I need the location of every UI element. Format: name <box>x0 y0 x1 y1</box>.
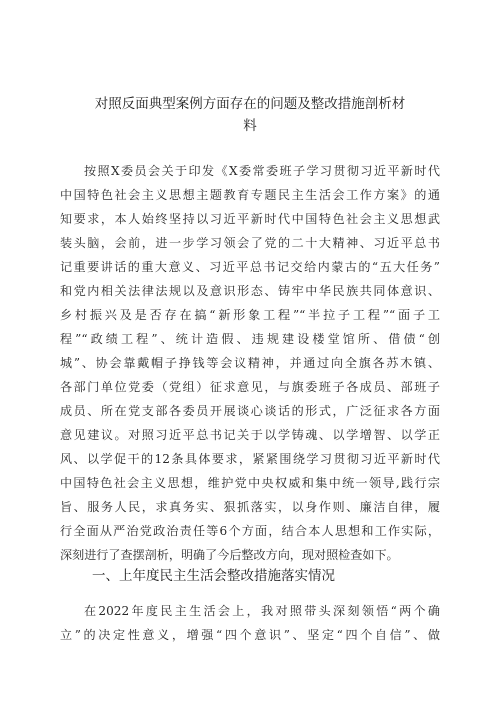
intro-line: 城”、协会靠戴帽子挣钱等会议精神，并通过向全旗各苏木镇、 <box>60 356 440 370</box>
intro-line: 知要求，本人始终坚持以习近平新时代中国特色社会主义思想武 <box>60 212 440 226</box>
document-title-line-1: 对照反面典型案例方面存在的问题及整改措施剖析材 <box>94 96 406 112</box>
section-line: 立”的决定性意义，增强“四个意识”、坚定“四个自信”、做 <box>60 628 440 642</box>
section-line: 在2022年度民主生活会上，我对照带头深刻领悟“两个确 <box>84 604 440 618</box>
section-heading: 一、上年度民主生活会整改措施落实情况 <box>92 568 335 584</box>
intro-line: 中国特色社会主义思想主题教育专题民主生活会工作方案》的通 <box>60 188 440 202</box>
intro-line: 行全面从严治党政治责任等6个方面，结合本人思想和工作实际， <box>60 524 440 538</box>
document-title-line-2: 料 <box>243 118 257 134</box>
intro-line: 按照X委员会关于印发《X委常委班子学习贯彻习近平新时代 <box>84 164 440 178</box>
intro-line: 旨、服务人民，求真务实、狠抓落实，以身作则、廉洁自律，履 <box>60 500 440 514</box>
intro-line: 程”“政绩工程”、统计造假、违规建设楼堂馆所、借债“创 <box>60 332 440 346</box>
intro-line: 意见建议。对照习近平总书记关于以学铸魂、以学增智、以学正 <box>60 428 440 442</box>
intro-line: 乡村振兴及是否存在搞“新形象工程”“半拉子工程”“面子工 <box>60 308 440 322</box>
intro-line: 装头脑，会前，进一步学习领会了党的二十大精神、习近平总书 <box>60 236 440 250</box>
intro-line: 风、以学促干的12条具体要求，紧紧围绕学习贯彻习近平新时代 <box>60 452 440 466</box>
intro-line: 和党内相关法律法规以及意识形态、铸牢中华民族共同体意识、 <box>60 284 440 298</box>
intro-line: 深刻进行了查摆剖析，明确了今后整改方向，现对照检查如下。 <box>60 548 399 562</box>
intro-line: 成员、所在党支部各委员开展谈心谈话的形式，广泛征求各方面 <box>60 404 440 418</box>
intro-line: 中国特色社会主义思想，维护党中央权威和集中统一领导,践行宗 <box>60 476 440 490</box>
intro-line: 各部门单位党委（党组）征求意见，与旗委班子各成员、部班子 <box>60 380 440 394</box>
intro-line: 记重要讲话的重大意义、习近平总书记交给内蒙古的“五大任务” <box>60 260 440 274</box>
